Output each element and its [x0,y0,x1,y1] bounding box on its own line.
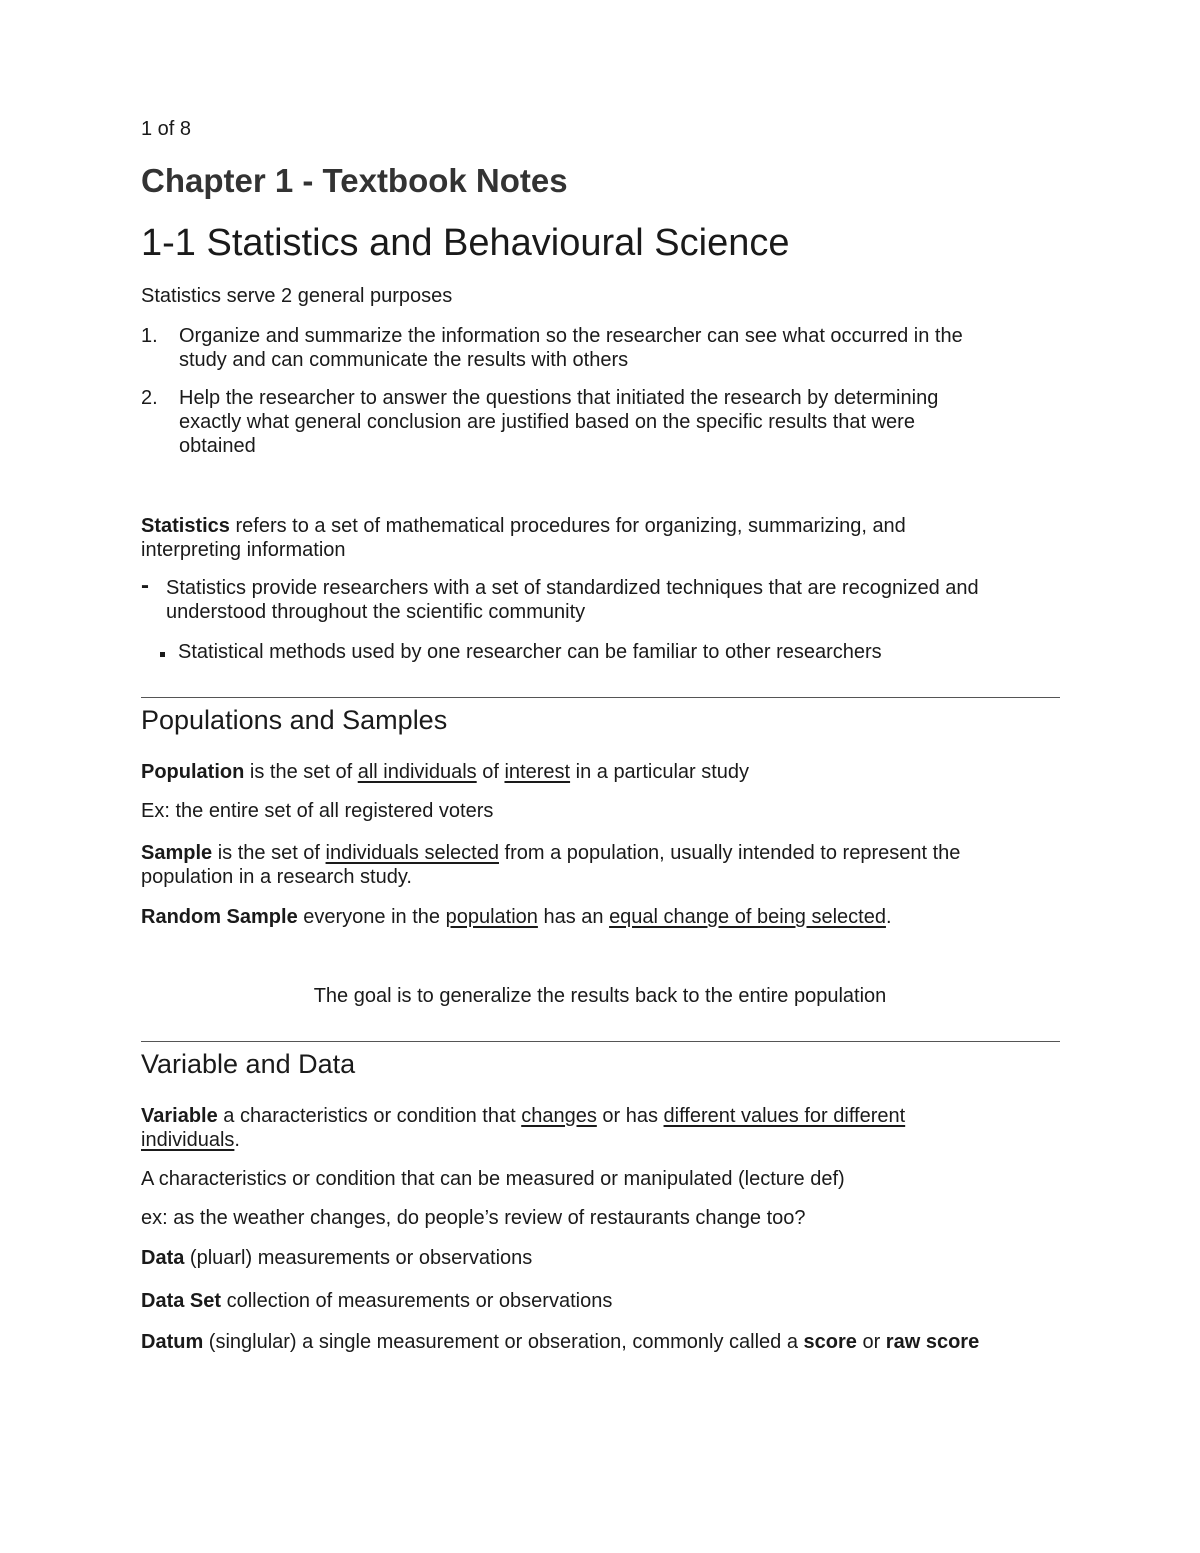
variable-definition-line-2 [141,1128,240,1152]
random-sample-text-2: has an [537,906,610,928]
statistics-definition-text: refers to a set of mathematical procedures for organizing, summarizing, and [229,515,906,537]
variable-underline-3: individuals [141,1129,235,1151]
score-term: score [803,1331,857,1353]
lecture-definition: A characteristics or condition that can be measured or manipulated (lecture def) [141,1168,845,1190]
list-item-1-line-2: study and can communicate the results with others [179,349,629,371]
dash-bullet-marker: - [141,572,149,599]
random-sample-text-3: . [885,906,892,928]
section-divider-2 [141,1041,1060,1042]
statistics-definition-line-2: interpreting information [141,539,346,561]
variable-text-1: a characteristics or condition that [217,1105,522,1127]
datum-text-2: or [856,1331,886,1353]
sample-definition-line-2: population in a research study. [141,866,412,888]
page-number: 1 of 8 [141,118,192,140]
variable-example: ex: as the weather changes, do people’s review of restaurants change too? [141,1207,806,1229]
random-sample-term: Random Sample [141,906,298,928]
variable-text-3: . [234,1129,240,1151]
population-term: Population [141,761,245,783]
statistics-definition-line-1 [141,514,906,538]
sample-text-1: is the set of [212,842,326,864]
population-underline-1: all individuals [357,761,477,783]
list-item-2-line-1: Help the researcher to answer the questions that initiated the research by determining [179,387,939,409]
variable-term: Variable [141,1105,218,1127]
datum-definition [141,1330,979,1354]
variable-underline-1: changes [521,1105,597,1127]
data-term: Data [141,1247,185,1269]
datum-term: Datum [141,1331,204,1353]
variable-definition-line-1 [141,1104,905,1128]
random-sample-underline-2: equal change of being selected [609,906,886,928]
sub-bullet-text: Statistical methods used by one researcher can be familiar to other researchers [178,641,882,663]
statistics-term: Statistics [141,515,230,537]
data-text: (pluarl) measurements or observations [184,1247,533,1269]
population-underline-2: interest [504,761,571,783]
datum-text-1: (singlular) a single measurement or obseration, commonly called a [203,1331,804,1353]
random-sample-underline-1: population [445,906,538,928]
data-set-text: collection of measurements or observations [221,1290,613,1312]
population-text-2: of [476,761,505,783]
populations-heading: Populations and Samples [141,705,448,735]
population-example: Ex: the entire set of all registered voters [141,800,494,822]
random-sample-text-1: everyone in the [297,906,446,928]
section-divider-1 [141,697,1060,698]
variable-underline-2: different values for different [663,1105,906,1127]
variables-heading: Variable and Data [141,1049,356,1079]
population-text-3: in a particular study [570,761,750,783]
list-item-1-line-1: Organize and summarize the information so the researcher can see what occurred in the [179,325,963,347]
list-item-2-line-2: exactly what general conclusion are justified based on the specific results that were [179,411,915,433]
data-definition [141,1246,532,1270]
population-text-1: is the set of [244,761,358,783]
random-sample-definition [141,905,892,929]
dash-bullet-line-1: Statistics provide researchers with a set of standardized techniques that are recognized and [166,577,979,599]
sample-definition-line-1 [141,841,960,865]
goal-statement: The goal is to generalize the results back to the entire population [313,985,887,1007]
raw-score-term: raw score [885,1331,980,1353]
variable-text-2: or has [596,1105,664,1127]
sample-text-2: from a population, usually intended to represent the [498,842,961,864]
list-item-2-line-3: obtained [179,435,256,457]
section-title: 1-1 Statistics and Behavioural Science [141,222,790,264]
data-set-definition [141,1289,612,1313]
population-definition [141,760,749,784]
square-bullet-icon [160,652,165,657]
list-marker-2: 2. [141,387,158,409]
sample-term: Sample [141,842,213,864]
intro-line: Statistics serve 2 general purposes [141,285,453,307]
data-set-term: Data Set [141,1290,222,1312]
sample-underline-1: individuals selected [325,842,499,864]
list-marker-1: 1. [141,325,158,347]
chapter-title: Chapter 1 - Textbook Notes [141,162,568,199]
dash-bullet-line-2: understood throughout the scientific community [166,601,586,623]
